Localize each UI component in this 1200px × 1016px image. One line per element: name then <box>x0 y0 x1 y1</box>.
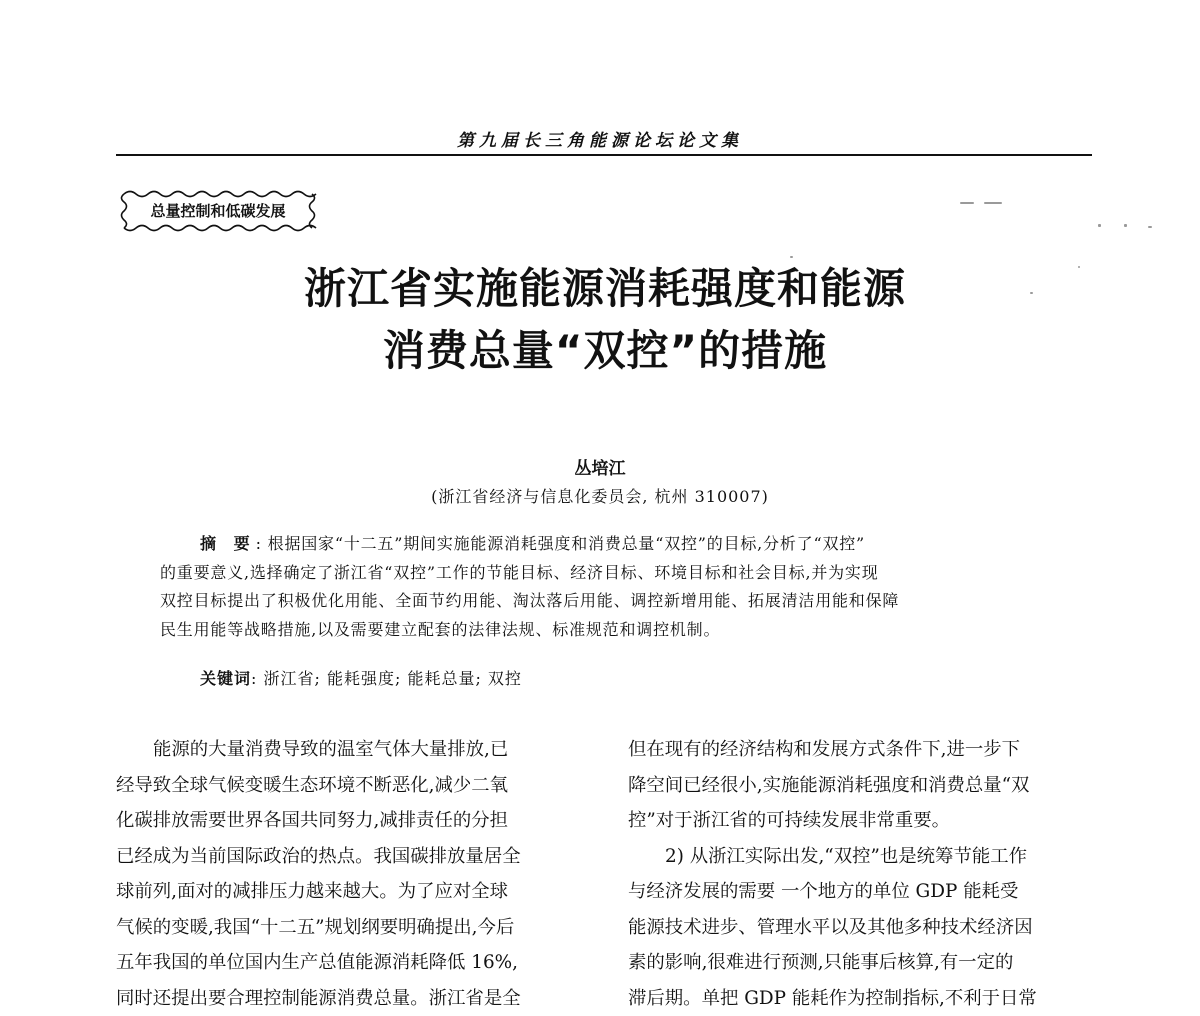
keywords-label: 关键词 <box>200 669 251 688</box>
scan-speck <box>1124 224 1127 227</box>
scan-speck <box>1030 292 1033 294</box>
abstract <box>160 530 1058 644</box>
body-line: 同时还提出要合理控制能源消费总量。浙江省是全 <box>116 981 580 1016</box>
paper-title <box>200 258 1010 382</box>
body-line: 经导致全球气候变暖生态环境不断恶化,减少二氧 <box>116 768 580 804</box>
abstract-line: 民生用能等战略措施,以及需要建立配套的法律法规、标准规范和调控机制。 <box>160 616 1058 645</box>
body-line: 但在现有的经济结构和发展方式条件下,进一步下 <box>628 732 1092 768</box>
body-line: 能源的大量消费导致的温室气体大量排放,已 <box>116 732 580 768</box>
section-tag <box>118 186 318 236</box>
scan-speck <box>960 202 974 204</box>
body-line: 球前列,面对的减排压力越来越大。为了应对全球 <box>116 874 580 910</box>
abstract-label: 摘 要 <box>200 534 256 553</box>
scan-speck <box>984 202 1002 204</box>
author-affiliation: (浙江省经济与信息化委员会, 杭州 310007) <box>0 484 1200 507</box>
abstract-text: : 根据国家“十二五”期间实施能源消耗强度和消费总量“双控”的目标,分析了“双控” <box>256 534 865 553</box>
body-line: 与经济发展的需要 一个地方的单位 GDP 能耗受 <box>628 874 1092 910</box>
body-line: 降空间已经很小,实施能源消耗强度和消费总量“双 <box>628 768 1092 804</box>
body-line: 滞后期。单把 GDP 能耗作为控制指标,不利于日常 <box>628 981 1092 1016</box>
body-line: 素的影响,很难进行预测,只能事后核算,有一定的 <box>628 945 1092 981</box>
body-line: 五年我国的单位国内生产总值能源消耗降低 16%, <box>116 945 580 981</box>
abstract-line: 双控目标提出了积极优化用能、全面节约用能、淘汰落后用能、调控新增用能、拓展清洁用能和保障 <box>160 587 1058 616</box>
body-line: 2) 从浙江实际出发,“双控”也是统筹节能工作 <box>628 839 1092 875</box>
section-tag-label: 总量控制和低碳发展 <box>118 200 318 221</box>
header-rule <box>116 154 1092 156</box>
body-left-column <box>116 732 580 1016</box>
keywords-text: : 浙江省; 能耗强度; 能耗总量; 双控 <box>251 669 522 688</box>
scan-speck <box>1078 266 1080 268</box>
abstract-line <box>160 530 1058 559</box>
body-right-column <box>628 732 1092 1016</box>
scan-speck <box>1148 226 1152 228</box>
body-line: 气候的变暖,我国“十二五”规划纲要明确提出,今后 <box>116 910 580 946</box>
scan-speck <box>1098 224 1101 227</box>
running-header: 第九届长三角能源论坛论文集 <box>0 126 1200 151</box>
body-line: 化碳排放需要世界各国共同努力,减排责任的分担 <box>116 803 580 839</box>
body-line: 已经成为当前国际政治的热点。我国碳排放量居全 <box>116 839 580 875</box>
abstract-line: 的重要意义,选择确定了浙江省“双控”工作的节能目标、经济目标、环境目标和社会目标,并为实现 <box>160 559 1058 588</box>
body-line: 控”对于浙江省的可持续发展非常重要。 <box>628 803 1092 839</box>
paper-title-line-2: 消费总量“双控”的措施 <box>200 320 1010 382</box>
author-name: 丛培江 <box>0 454 1200 479</box>
paper-title-line-1: 浙江省实施能源消耗强度和能源 <box>200 258 1010 320</box>
keywords <box>200 666 522 689</box>
scan-speck <box>790 256 793 258</box>
body-line: 能源技术进步、管理水平以及其他多种技术经济因 <box>628 910 1092 946</box>
